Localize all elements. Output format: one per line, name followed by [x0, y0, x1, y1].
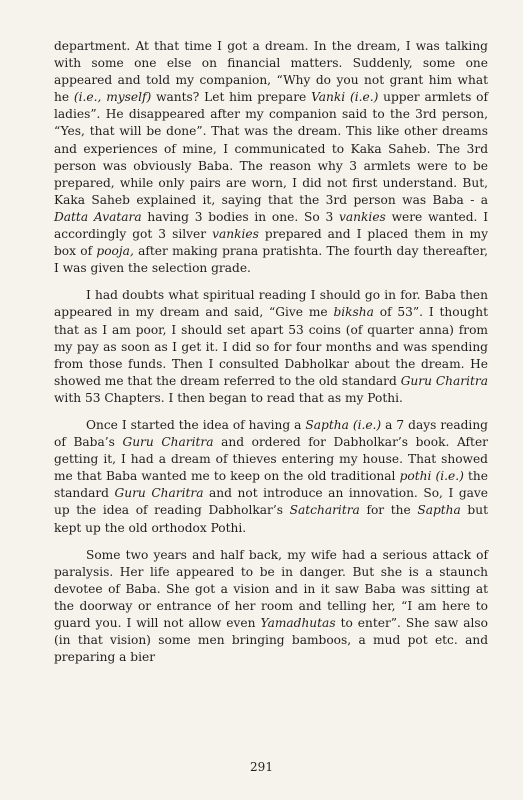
text-run: but kept up the old orthodox Pothi. [54, 503, 488, 535]
text-run: department. At that time I got a dream. In the dream, I was talking with some one else on financial matters. Suddenly, some one appeared and told my companion, “Why do you not grant him what he [54, 39, 488, 105]
text-run: of 53”. I thought that as I am poor, I should set apart 53 coins (of quarter anna) from my pay as soon as I get it. I did so for four months and was spending from those funds. Then I consulted Dabholkar about the dream. He showed me that the dream referred to the old standard [54, 305, 488, 388]
italic-term: biksha [333, 305, 374, 320]
paragraph-1 [54, 38, 488, 277]
paragraph-3 [54, 417, 488, 537]
italic-term: vankies [339, 209, 386, 224]
text-run: I had doubts what spiritual reading I should go in for. Baba then appeared in my dream and said, “Give me [54, 288, 488, 320]
italic-term: Saptha (i.e.) [305, 417, 382, 432]
text-run: were wanted. I accordingly got 3 silver [54, 209, 489, 242]
text-run: the standard [54, 469, 488, 501]
italic-term: Guru Charitra [114, 486, 204, 501]
page-body-text [54, 38, 488, 676]
italic-term: Vanki (i.e.) [311, 90, 379, 105]
text-run: having 3 bodies in one. So 3 [141, 209, 340, 224]
text-run: and ordered for Dabholkar’s book. After getting it, I had a dream of thieves entering my house. That showed me that Baba wanted me to keep on the old traditional [54, 435, 488, 484]
text-run: Once I started the idea of having a [86, 417, 306, 432]
page-number: 291 [250, 760, 273, 774]
italic-term: (i.e., myself) [73, 90, 152, 105]
italic-term: Satcharitra [289, 503, 360, 518]
italic-term: pooja, [96, 244, 134, 259]
text-run: wants? Let him prepare [151, 90, 312, 105]
italic-term: Yamadhutas [260, 616, 336, 630]
paragraph-2 [54, 287, 488, 407]
text-run: a 7 days reading of Baba’s [54, 417, 488, 450]
text-run: Some two years and half back, my wife had a serious attack of paralysis. Her life appeared to be in danger. But she is a staunch devotee of Baba. She got a vision and in it saw Baba was sitting at the doorway or entrance of her room and telling her, “I am here to guard you. I will not allow even [54, 547, 488, 630]
italic-term: Saptha [417, 503, 461, 518]
italic-term: Guru Charitra [122, 435, 214, 450]
italic-term: Guru Charitra [400, 373, 488, 388]
text-run: upper armlets of ladies”. He disappeared after my companion said to the 3rd person, “Yes, that will be done”. That was the dream. This like other dreams and experiences of mine, I communicated to Kaka Saheb. The 3rd person was obviously Baba. The reason why 3 armlets were to be prepared, while only pairs are worn, I did not first understand. But, Kaka Saheb explained it, saying that the 3rd person was Baba - a [54, 90, 489, 207]
text-run: to enter”. She saw also (in that vision) some men bringing bamboos, a mud pot etc. and preparing a bier [54, 616, 489, 665]
text-run: after making prana pratishta. The fourth day thereafter, I was given the selection grade. [54, 244, 489, 276]
text-run: for the [359, 503, 418, 518]
paragraph-4 [54, 547, 488, 667]
italic-term: Datta Avatara [54, 209, 142, 224]
text-run: with 53 Chapters. I then began to read that as my Pothi. [54, 390, 403, 405]
italic-term: pothi (i.e.) [399, 469, 464, 484]
text-run: prepared and I placed them in my box of [54, 227, 488, 259]
text-run: and not introduce an innovation. So, I gave up the idea of reading Dabholkar’s [54, 486, 488, 518]
italic-term: vankies [212, 227, 259, 242]
